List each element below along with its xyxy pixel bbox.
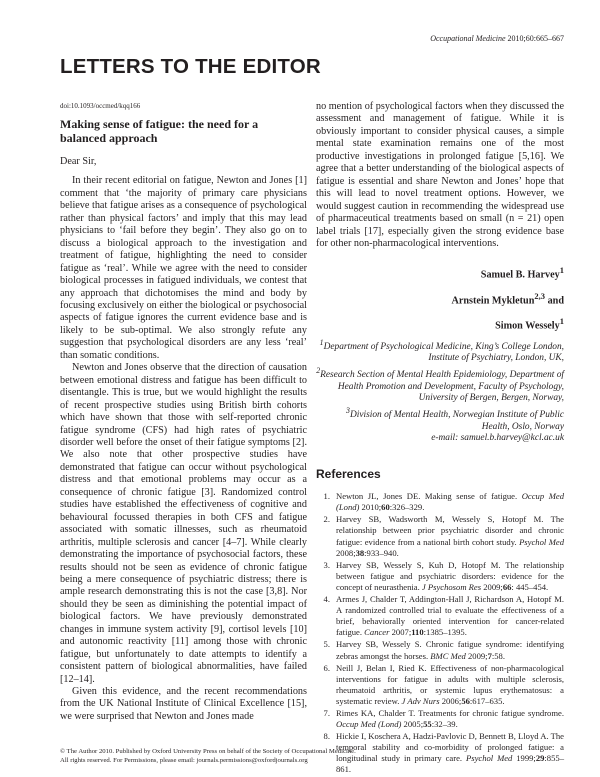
author-sup: 1 (559, 265, 564, 276)
copyright-line: © The Author 2010. Published by Oxford University Press on behalf of the Society of Occupational Medicine. (60, 748, 356, 755)
reference-journal: J Adv Nurs (401, 695, 440, 706)
journal-name: Occupational Medicine (430, 34, 506, 43)
doi: doi:10.1093/occmed/kqq166 (60, 102, 141, 110)
reference-number: 4. (323, 594, 330, 605)
journal-year: 2010; (507, 34, 526, 43)
reference-item: 7. Rimes KA, Chalder T. Treatments for chronic fatigue syndrome. Occup Med (Lond) 2005;55:32–39. (316, 708, 564, 730)
reference-number: 6. (323, 662, 330, 673)
reference-journal: Occup Med (Lond) (336, 719, 402, 730)
reference-item: 3. Harvey SB, Wessely S, Kuh D, Hotopf M. The relationship between fatigue and psychiatric disorders: evidence for the concept of neurasthenia. J Psychosom Res 2009;66: 445–454. (316, 560, 564, 593)
reference-number: 3. (323, 559, 330, 570)
reference-number: 7. (323, 707, 330, 718)
reference-number: 5. (323, 639, 330, 650)
affiliation-2: $^2$Research Section of Mental Health Epidemiology, Department of Health Promotion and Development, Faculty of Psychology, University of Bergen, Bergen, Norway, (316, 365, 564, 404)
author-1 (316, 260, 564, 285)
affiliations (316, 337, 564, 434)
affiliation-3: $^3$Division of Mental Health, Norwegian Institute of Public Health, Oslo, Norway (346, 405, 564, 432)
reference-number: 2. (323, 514, 330, 525)
paragraph-1: In their recent editorial on fatigue, Newton and Jones [1] comment that ‘the majority of primary care physicians believe that fatigue arises as a consequence of psychological rather than physical factors’ and imply that this may lead physicians to ‘fail before they begin’. They also go on to discuss a biological approach to the investigation and treatment of fatigue, highlighting the need to consider fatigue as ‘real’. While we agree with the need to consider biological processes in fatigued individuals, we contest that any approach that dichotomises the mind and body by focusing exclusively on either the biological or psychosocial aspects of fatigue ignores the current evidence base and is likely to be sub-optimal. We also strongly refute any suggestion that psychological disorders are any less ‘real’ than somatic conditions. (60, 175, 307, 361)
copyright-footer (60, 748, 356, 765)
references-list (316, 491, 564, 775)
reference-journal: Psychol Med (519, 536, 564, 547)
journal-citation (430, 34, 564, 43)
author-list (316, 260, 564, 336)
reference-volume: 29 (535, 753, 545, 764)
reference-volume: 56 (461, 695, 470, 706)
reference-volume: 60 (381, 502, 390, 513)
reference-item: 2. Harvey SB, Wadsworth M, Wessely S, Hotopf M. The relationship between prior psychiatric disorder and chronic fatigue: evidence from a national birth cohort study. Psychol Med 2008;38:933–940. (316, 514, 564, 558)
left-column (60, 117, 307, 723)
reference-journal: Cancer (364, 627, 390, 638)
reference-number: 1. (323, 491, 330, 502)
reference-volume: 38 (355, 547, 365, 558)
article-title: Making sense of fatigue: the need for a balanced approach (60, 117, 259, 145)
author-email[interactable]: e-mail: samuel.b.harvey@kcl.ac.uk (431, 433, 564, 444)
reference-item: 1. Newton JL, Jones DE. Making sense of fatigue. Occup Med (Lond) 2010;60:326–329. (316, 491, 564, 513)
reference-item: 5. Harvey SB, Wessely S. Chronic fatigue syndrome: identifying zebras amongst the horses. BMC Med 2009;7:58. (316, 639, 564, 661)
references-heading: References (316, 466, 381, 481)
reference-volume: 66 (502, 581, 512, 592)
author-name: Arnstein Mykletun (451, 295, 535, 307)
permissions-line: All rights reserved. For Permissions, please email: journals.permissions@oxfordjournals.org (60, 756, 308, 764)
right-column (316, 101, 564, 777)
affiliation-1: $^1$Department of Psychological Medicine, King’s College London, Institute of Psychiatry, London, UK, (319, 337, 564, 364)
author-sup: 1 (559, 316, 564, 327)
journal-volume-pages: 60:665–667 (525, 34, 564, 43)
reference-item: 8. Hickie I, Koschera A, Hadzi-Pavlovic D, Bennett B, Lloyd A. The temporal stability and co-morbidity of prolonged fatigue: a longitudinal study in primary care. Psychol Med 1999;29:855–861. (316, 731, 564, 775)
author-name: Simon Wessely (495, 320, 560, 332)
paragraph-2: Newton and Jones observe that the direction of causation between emotional distress and fatigue has been difficult to disentangle. This is true, but we would highlight the results of recent prospective studies using British birth cohorts which have shown that those with self-reported chronic fatigue syndrome (CFS) had high rates of psychiatric disorder well before the onset of their fatigue symptoms [2]. We also note that other prospective studies have demonstrated that fatigue can occur without psychological distress and that emotional problems may occur as a consequence of chronic fatigue [3]. Randomized control studies have established the effectiveness of cognitive and behavioural focussed therapies in both CFS and fatigue associated with somatic illnesses, such as rheumatoid arthritis, multiple sclerosis and cancer [4–7]. While clearly demonstrating the importance of psychosocial factors, these results should not be seen as evidence of chronic fatigue being a mere consequence of psychiatric distress; there is ample research demonstrating this is not the case [3,8]. Nor should they be seen as diminishing the potential impact of biological factors. We have previously demonstrated changes in immune system activity [9], cortisol levels [10] and autonomic reactivity [11] among those with chronic fatigue, but unfortunately to date attempts to identify a consistent pattern of biological abnormalities, have failed [12–14]. (60, 362, 307, 685)
author-3 (316, 311, 564, 336)
section-title: LETTERS TO THE EDITOR (60, 55, 321, 78)
reference-volume: 55 (423, 719, 432, 730)
author-sup: 2,3 (534, 290, 546, 301)
paragraph-3-continued: no mention of psychological factors when they discussed the assessment and management of fatigue. While it is obviously important to consider physical causes, a simple mental state examination remains one of the most productive investigations in prolonged fatigue [5,16]. We agree that a better understanding of the biological aspects of fatigue is essential and share Newton and Jones’ hope that this will lead to novel treatment options. However, we would suggest caution in recommending the widespread use of pharmaceutical treatments based on small (n = 21) open label trials [17], especially given the strong evidence base for other non-pharmacological interventions. (316, 101, 564, 249)
author-name: Samuel B. Harvey (480, 269, 560, 281)
reference-item: 4. Armes J, Chalder T, Addington-Hall J, Richardson A, Hotopf M. A randomized controlled trial to evaluate the effectiveness of a brief, behaviorally oriented intervention for cancer-related fatigue. Cancer 2007;110:1385–1395. (316, 594, 564, 638)
reference-number: 8. (323, 731, 330, 742)
reference-volume: 110 (411, 627, 424, 638)
reference-journal: Psychol Med (465, 753, 513, 764)
reference-item: 6. Neill J, Belan I, Ried K. Effectiveness of non-pharmacological interventions for fatigue in adults with multiple sclerosis, rheumatoid arthritis, or systemic lupus erythematosus: a systematic review. J Adv Nurs 2006;56:617–635. (316, 663, 564, 707)
author-2: Arnstein Mykletun$^{2,3}$ and (451, 290, 564, 307)
reference-volume: 7 (487, 650, 492, 661)
reference-journal: BMC Med (430, 650, 466, 661)
reference-journal: Occup Med (Lond) (336, 491, 564, 513)
salutation: Dear Sir, (60, 156, 97, 167)
paragraph-3-start: Given this evidence, and the recent recommendations from the UK National Institute of Clinical Excellence [15], we were surprised that Newton and Jones made (60, 686, 307, 722)
reference-journal: J Psychosom Res (421, 581, 482, 592)
